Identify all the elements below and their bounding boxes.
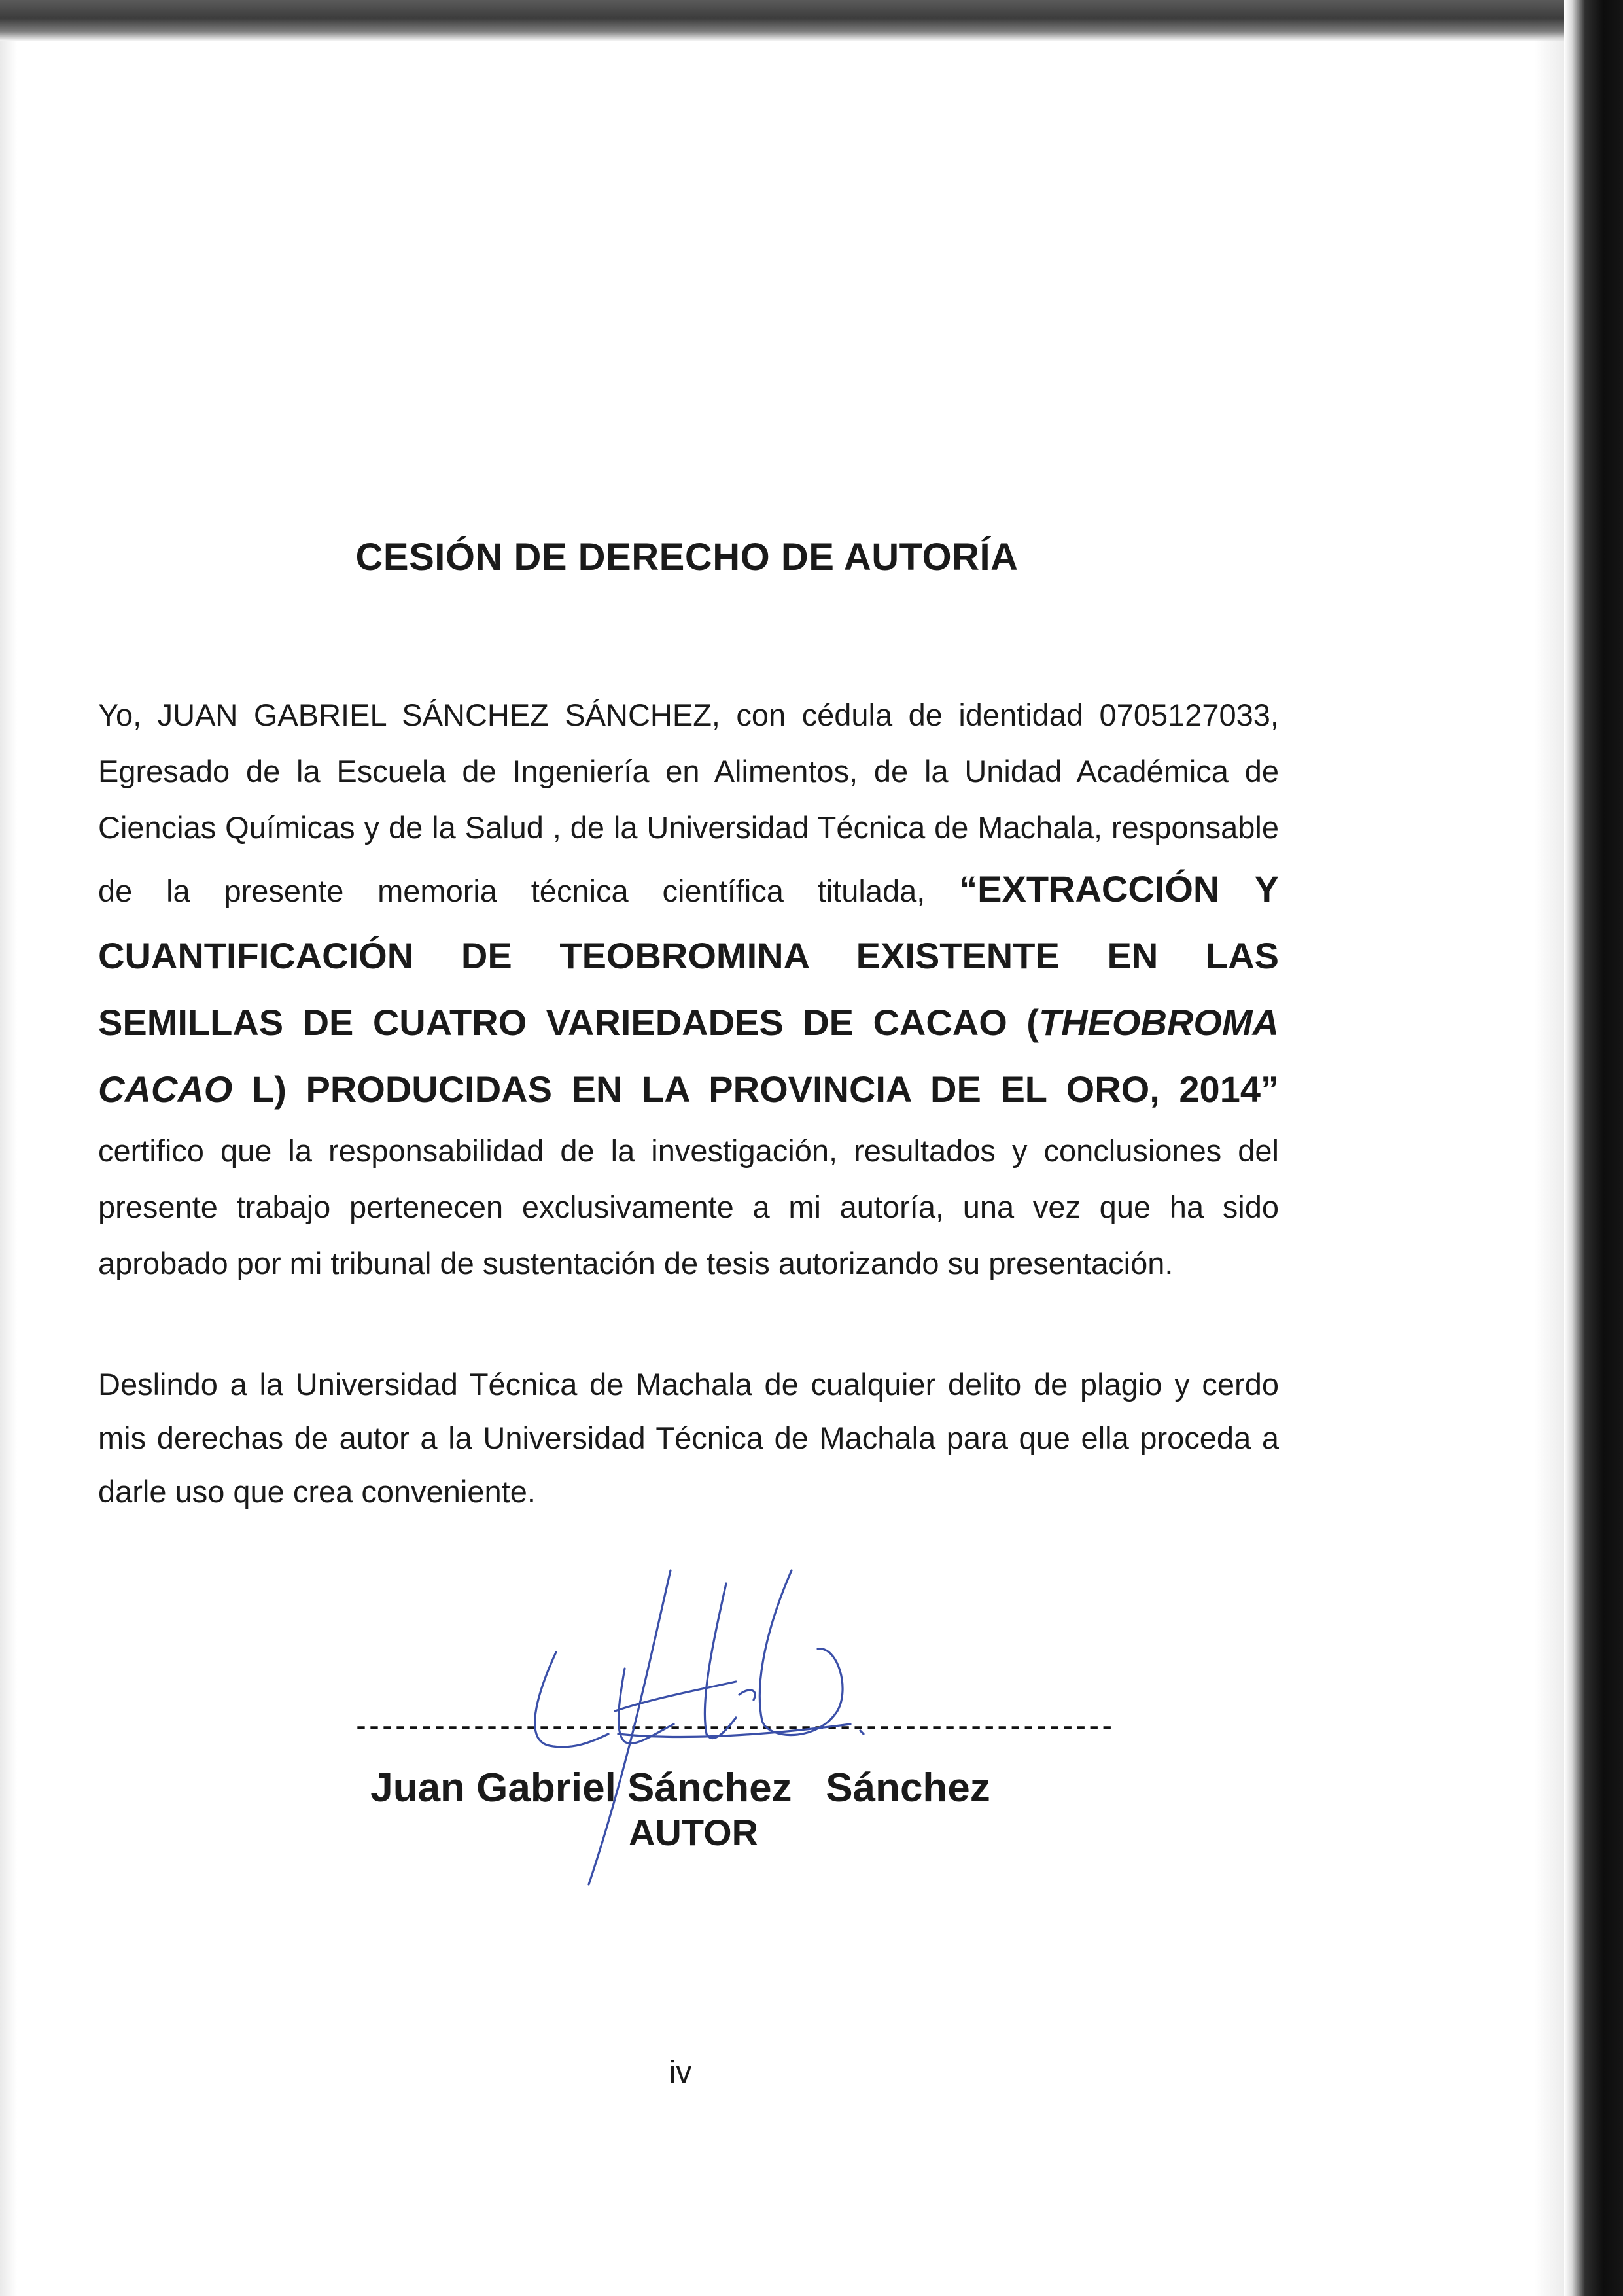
signature-stroke: [705, 1583, 736, 1739]
signature-stroke: [739, 1690, 755, 1700]
scan-top-edge: [0, 0, 1623, 41]
signature-line: ----------------------------------------------------------: [353, 1714, 1113, 1743]
signature-stroke: [615, 1682, 736, 1711]
scan-right-shade: [1535, 39, 1564, 2296]
signature-stroke: [589, 1570, 671, 1884]
thesis-title-species: THEOBROMA CACAO: [98, 1002, 1279, 1110]
thesis-title-part-1: “EXTRACCIÓN Y CUANTIFICACIÓN DE TEOBROMINA EXISTENTE EN LAS SEMILLAS DE CUATRO VARIEDADES DE CACAO (: [98, 868, 1280, 1043]
page-number: iv: [669, 2055, 692, 2090]
document-title: CESIÓN DE DERECHO DE AUTORÍA: [355, 536, 1019, 578]
paragraph-rights-transfer: Deslindo a la Universidad Técnica de Machala de cualquier delito de plagio y cerdo mis derechas de autor a la Universidad Técnica de Machala para que ella proceda a darle uso que crea conveniente.: [98, 1367, 1279, 1509]
declaration-intro: Yo, JUAN GABRIEL SÁNCHEZ SÁNCHEZ, con cédula de identidad 0705127033, Egresado de la Escuela de Ingeniería en Alimentos, de la Unidad Académica de Ciencias Químicas y de la Salud , de la Universidad Técnica de Machala, responsable de la presente memoria técnica científica titulada,: [98, 698, 1279, 908]
author-name: Juan Gabriel Sánchez Sánchez: [370, 1765, 990, 1810]
scan-left-shade: [0, 41, 17, 2296]
signature-stroke: [759, 1570, 843, 1735]
signature-stroke: [860, 1731, 864, 1734]
handwritten-signature: [510, 1570, 890, 1898]
declaration-closing: certifico que la responsabilidad de la investigación, resultados y conclusiones del presente trabajo pertenecen exclusivamente a mi autoría, una vez que ha sido aprobado por mi tribunal de sustentación de tesis autorizando su presentación.: [98, 1133, 1279, 1280]
signature-stroke: [535, 1652, 608, 1747]
scan-right-edge: [1564, 0, 1623, 2296]
thesis-title-part-2: L) PRODUCIDAS EN LA PROVINCIA DE EL ORO, 2014”: [232, 1069, 1279, 1110]
paragraph-declaration: [98, 687, 1279, 1292]
author-role: AUTOR: [628, 1812, 759, 1853]
